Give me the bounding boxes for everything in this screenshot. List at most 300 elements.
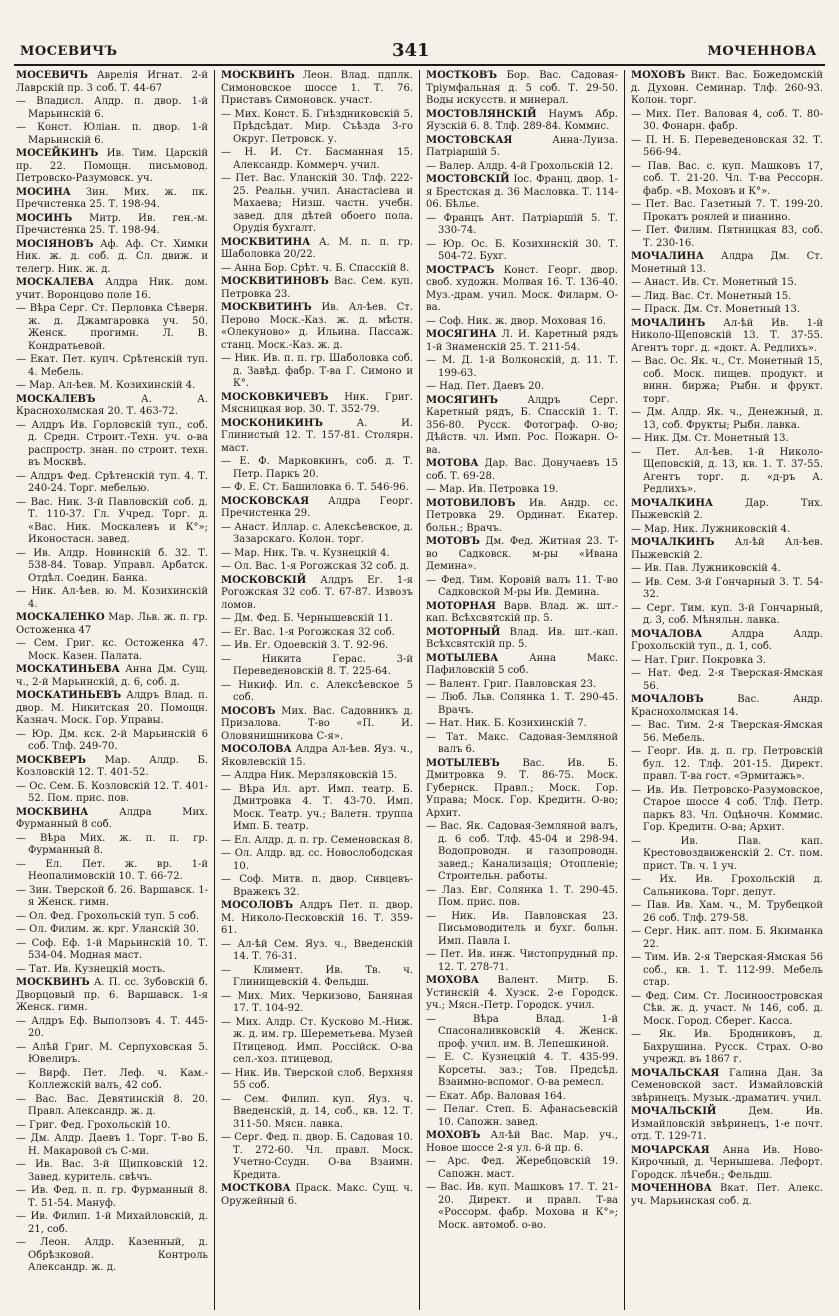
directory-entry <box>426 679 618 692</box>
entry-details: — Ел. Алдр. д. п. гр. Семеновская 8. <box>221 834 413 846</box>
page-header <box>0 0 839 61</box>
entry-details: — Пелаг. Степ. Б. Афанасьевскій 10. Сапожн. завед. <box>426 1104 618 1128</box>
directory-entry <box>16 781 208 806</box>
entry-surname: МОСОЛОВА <box>221 744 292 755</box>
directory-entry <box>221 1017 413 1067</box>
entry-details: Алдра Алдр. Грохольскій туп., д. 1, соб. <box>631 628 823 652</box>
directory-entry <box>221 1094 413 1132</box>
directory-entry <box>426 329 618 354</box>
directory-entry <box>221 848 413 873</box>
directory-entry <box>16 664 208 689</box>
entry-details: — Дм. Алдр. Даевъ 1. Торг. Т-во Б. Н. Макаровой съ С-ми. <box>16 1133 208 1157</box>
directory-entry <box>631 318 823 356</box>
directory-entry <box>631 694 823 719</box>
entry-details: Праск. Макс. Сущ. ч. Оружейный 6. <box>221 1183 413 1207</box>
directory-entry <box>426 1052 618 1090</box>
entry-details: — Е. С. Кузнецкій 4. Т. 435-99. Корсеты. заз.; Тов. Предсѣд. Взаимно-вспомог. О-ва ремесл. <box>426 1052 618 1088</box>
entry-surname: МОСКАЛЕНКО <box>16 612 105 623</box>
directory-entry <box>221 276 413 301</box>
entry-details: — Никита Герас. 3-й Переведеновскій 8. Т. 225-64. <box>221 653 413 677</box>
directory-entry <box>221 482 413 495</box>
entry-details: — Анаст. Ив. Ст. Монетный 15. <box>631 277 797 288</box>
entry-details: — Вѣра Ил. арт. Имп. театр. Б. Дмитровка 4. Т. 43-70. Имп. Моск. Театр. уч.; Валетн. труппа Имп. Б. театр. <box>221 783 413 832</box>
directory-entry <box>16 420 208 470</box>
entry-details: Варв. Влад. ж. шт.-кап. Всѣхсвятскій пр. 5. <box>426 600 618 624</box>
entry-details: — Вирф. Пет. Леф. ч. Кам.-Коллежскій валъ, 42 соб. <box>16 1067 208 1091</box>
entry-details: — Анаст. Иллар. с. Алексѣевское, д. Зазарскаго. Колон. торг. <box>221 521 413 545</box>
entry-details: — Ф. Е. Ст. Башиловка 6. Т. 546-96. <box>221 482 409 493</box>
directory-entry <box>221 939 413 964</box>
directory-entry <box>426 239 618 264</box>
entry-surname: МОСИНЪ <box>16 212 73 224</box>
directory-entry <box>16 1068 208 1093</box>
directory-entry <box>16 1094 208 1119</box>
directory-entry <box>426 1014 618 1052</box>
directory-entry <box>426 601 618 626</box>
entry-surname: МОСКАТИНЬЕВА <box>16 664 120 675</box>
directory-entry <box>631 603 823 628</box>
directory-entry <box>16 885 208 910</box>
entry-details: Дем. Ив. Измайловскій звѣринецъ, 1-е почт. отд. Т. 129-71. <box>631 1106 823 1142</box>
directory-entry <box>631 746 823 784</box>
directory-entry <box>631 304 823 317</box>
directory-entry <box>631 1029 823 1067</box>
entry-surname: МОСЕВИЧЪ <box>16 70 88 81</box>
directory-entry <box>426 395 618 458</box>
directory-entry <box>631 991 823 1029</box>
entry-details: — Ол. Вас. 1-я Рогожская 32 соб. д. <box>221 561 410 572</box>
entry-surname: МОСКВИНА <box>16 806 89 818</box>
entry-details: — Мар. Ник. Тв. ч. Кузнецкій 4. <box>221 547 390 559</box>
directory-entry <box>221 654 413 679</box>
directory-entry <box>426 381 618 394</box>
entry-details: Іос. Франц. двор. 1-я Брестская д. 36 Масловка. Т. 114-06. Бѣлье. <box>426 174 618 210</box>
directory-entry <box>631 251 823 276</box>
entry-surname: МОСКАТИНЬЕВЪ <box>16 690 122 701</box>
entry-surname: МОЧАЛКИНЪ <box>631 537 715 548</box>
entry-details: — Ив. Пав. кап. Крестовоздвиженскій 2. Ст. пом. прист. Тв. ч. 1 уч. <box>631 835 823 872</box>
entry-surname: МОЧАЛКИНА <box>631 497 714 509</box>
entry-details: — Арс. Фед. Жеребцовскій 19. Сапожн. маст. <box>426 1156 618 1180</box>
entry-surname: МОХОВЪ <box>631 70 686 81</box>
entry-details: — Ив. Ег. Одоевскій 3. Т. 92-96. <box>221 640 389 651</box>
entry-details: Ал-ѣй Ал-ѣев. Пыжевскій 2. <box>631 537 823 561</box>
entry-details: — Ег. Вас. 1-я Рогожская 32 соб. <box>221 626 395 638</box>
entry-details: — Люб. Льв. Солянка 1. Т. 290-45. Врачъ. <box>426 692 618 716</box>
entry-details: — Ол. Фед. Грохольскій туп. 5 соб. <box>16 910 200 922</box>
directory-entry <box>631 537 823 562</box>
entry-details: — Вѣра Влад. 1-й Спасоналивковскій 4. Женск. проф. учил. им. В. Лепешкиной. <box>426 1013 618 1050</box>
directory-entry <box>16 394 208 419</box>
entry-details: Ал-ѣй Вас. Мар. уч., Новое шоссе 2-я ул. 6-й пр. 6. <box>426 1130 618 1154</box>
directory-entry <box>16 1120 208 1133</box>
directory-entry <box>221 640 413 653</box>
entry-surname: МОЧАЛИНЪ <box>631 317 706 329</box>
directory-entry <box>426 975 618 1013</box>
directory-entry <box>221 991 413 1016</box>
entry-details: — Е. Ф. Марковкинъ, соб. д. Т. Петр. Паркъ 20. <box>221 456 413 480</box>
entry-details: — Вас. Вас. Девятинскій 8. 20. Правл. Александр. ж. д. <box>16 1093 208 1117</box>
directory-entry <box>16 303 208 353</box>
directory-entry <box>426 109 618 134</box>
entry-details: — Ник. Ив. Павловская 23. Письмоводитель и бухг. больн. Имп. Павла I. <box>426 910 618 947</box>
directory-entry <box>631 433 823 446</box>
entry-details: — Фед. Тим. Коровій валъ 11. Т-во Садковской М-ры Ив. Демина. <box>426 574 618 598</box>
directory-entry <box>426 732 618 757</box>
entry-details: — Алдръ Фед. Срѣтенскій туп. 4. Т. 240-24. Торг. мебелью. <box>16 470 208 494</box>
entry-details: — Мих. Алдр. Ст. Кусково М.-Ниж. ж. д. им. гр. Шереметьева. Музей Птицевод. Имп. Россійск. О-ва сел.-хоз. птицевод. <box>221 1016 413 1065</box>
entry-details: — Сем. Филип. куп. Яуз. ч. Введенскій, д. 14, соб., кв. 12. Т. 311-50. Мясн. лавка. <box>221 1093 413 1130</box>
entry-details: — Мар. Ник. Лужниковскій 4. <box>631 523 791 535</box>
directory-entry <box>221 680 413 705</box>
entry-details: — Григ. Фед. Грохольскій 10. <box>16 1119 171 1131</box>
entry-details: Леон. Влад. пдплк. Симоновское шоссе 1. Т. 76. Приставъ Симоновск. участ. <box>221 70 413 106</box>
entry-surname: МОСКОНИКИНЪ <box>221 417 324 429</box>
directory-entry <box>221 900 413 938</box>
entry-details: — Валент. Григ. Павловская 23. <box>426 678 597 690</box>
directory-entry <box>426 536 618 574</box>
entry-details: — Н. И. Ст. Басманная 15. Александр. Коммерч. учил. <box>221 147 413 171</box>
directory-entry <box>426 174 618 212</box>
entry-surname: МОСОЛОВЪ <box>221 900 294 911</box>
directory-entry <box>221 770 413 783</box>
entry-surname: МОСТРАСЪ <box>426 264 495 276</box>
directory-entry <box>631 1145 823 1183</box>
directory-entry <box>221 353 413 391</box>
entry-details: — Юр. Ос. Б. Козихинскій 30. Т. 504-72. Бухг. <box>426 238 618 262</box>
directory-entry <box>631 109 823 134</box>
header-right-word: МОЧЕННОВА <box>707 44 817 59</box>
directory-entry <box>221 237 413 262</box>
entry-details: — Соф. Еф. 1-й Марьинскій 10. Т. 534-04. Модная маст. <box>16 937 208 961</box>
entry-details: — Георг. Ив. д. п. гр. Петровскій бул. 12. Тлф. 201-15. Директ. правл. Т-ва гост. «Эрмитажъ». <box>631 746 823 782</box>
entry-details: Мар. Льв. ж. п. гр. Остоженка 47 <box>16 612 208 636</box>
entry-surname: МОТЫЛЕВЪ <box>426 757 500 769</box>
entry-details: — Ив. Алдр. Новинскій б. 32. Т. 538-84. Товар. Управл. Арбатск. Отдѣл. Соедин. Банка. <box>16 547 208 584</box>
directory-entry <box>426 911 618 949</box>
directory-entry <box>631 498 823 523</box>
directory-entry <box>426 161 618 174</box>
entry-details: — Пав. Ив. Хам. ч., М. Трубецкой 26 соб. Тлф. 279-58. <box>631 900 823 924</box>
entry-details: Аф. Аф. Ст. Химки Ник. ж. д. соб. д. Сл. движ. и телегр. Ник. ж. д. <box>16 238 208 275</box>
entry-details: — Лид. Вас. Ст. Монетный 15. <box>631 290 792 302</box>
entry-details: — Пет. Вас. Уланскій 30. Тлф. 222-25. Реальн. учил. Анастасіева и Махаева; Низш. частн. учебн. завед. для дѣтей обоего пола. Орудія бухгалт. <box>221 173 413 234</box>
directory-entry <box>631 277 823 290</box>
directory-entry <box>16 96 208 121</box>
directory-entry <box>16 354 208 379</box>
entry-details: — Вас. Як. Садовая-Земляной валъ, д. 6 соб. Тлф. 45-04 и 298-94. Водопроводн. и газопроводн. завед.; Канализація; Отопленіе; Строительн. работы. <box>426 821 618 882</box>
directory-entry <box>631 952 823 990</box>
directory-entry <box>426 458 618 483</box>
directory-entry <box>16 586 208 611</box>
directory-entry <box>16 1211 208 1236</box>
entry-details: Конст. Георг. двор. своб. художн. Молвая 16. Т. 136-40. Муз.-драм. учил. Моск. Филарм. О-ва. <box>426 264 618 313</box>
entry-surname: МОСЕЙКИНЪ <box>16 148 99 159</box>
directory-entry <box>631 407 823 432</box>
entry-details: — Францъ Ант. Патріаршій 5. Т. 330-74. <box>426 212 618 236</box>
entry-details: — Екат. Абр. Валовая 164. <box>426 1090 566 1102</box>
entry-details: Дар. Вас. Донучаевъ 15 соб. Т. 69-28. <box>426 458 618 482</box>
entry-details: — Пет. Ив. инж. Чистопрудный пр. 12. Т. 278-71. <box>426 949 618 973</box>
directory-entry <box>16 938 208 963</box>
entry-details: — Як. Ив. Бродниковъ, д. Бахрушина. Русск. Страх. О-во учрежд. въ 1867 г. <box>631 1029 823 1065</box>
entry-surname: МОСОВЪ <box>221 705 276 717</box>
entry-details: Л. И. Каретный рядъ 1-й Знаменскій 25. Т. 211-54. <box>426 329 618 353</box>
entry-details: Вас. Андр. Краснохолмская 14. <box>631 694 823 718</box>
entry-details: — Ив. Сем. 3-й Гончарный 3. Т. 54-32. <box>631 576 823 600</box>
directory-entry <box>426 1182 618 1232</box>
entry-details: — Ив. Фед. п. п. гр. Фурманный 8. Т. 51-54. Мануф. <box>16 1185 208 1209</box>
entry-details: Ал-ѣй Ив. 1-й Николо-Щеповскій 13. Т. 37-55. Агентъ торг. д. «докт. А. Редлихъ». <box>631 317 824 354</box>
entry-details: — Ив. Пав. Лужниковскій 4. <box>631 563 781 574</box>
directory-entry <box>221 70 413 108</box>
page-number: 341 <box>392 40 430 61</box>
directory-entry <box>221 965 413 990</box>
entry-details: — Соф. Митв. п. двор. Сивцевъ-Вражекъ 32. <box>221 874 413 898</box>
entry-details: А. М. п. п. гр. Шаболовка 20/22. <box>221 236 413 260</box>
directory-entry <box>221 613 413 626</box>
directory-entry <box>221 744 413 769</box>
entry-surname: МОСЯГИНА <box>426 329 497 340</box>
entry-surname: МОСІЯНОВЪ <box>16 238 94 250</box>
entry-details: Анна Дм. Сущ. ч., 2-й Марьинскій, д. 6, соб. д. <box>16 664 208 688</box>
entry-surname: МОХОВЪ <box>426 1130 481 1141</box>
directory-entry <box>221 173 413 236</box>
entry-surname: МОТОВЪ <box>426 536 480 547</box>
directory-entry <box>221 1068 413 1093</box>
directory-entry <box>426 949 618 974</box>
directory-entry <box>631 291 823 304</box>
directory-entry <box>631 70 823 108</box>
entry-details: Валент. Митр. Б. Устинскій 4. Хузск. 2-е Городск. уч.; Мясн.-Петр. Городск. учил. <box>426 975 618 1011</box>
directory-entry <box>16 380 208 393</box>
entry-details: Алдръ Серг. Каретный рядъ, Б. Спасскій 1. Т. 356-80. Русск. Фотограф. О-во; Дѣйств. чл. Имп. Рос. Пожарн. О-ва. <box>426 394 618 456</box>
entry-details: — Нат. Григ. Покровка 3. <box>631 654 767 666</box>
directory-entry <box>16 1133 208 1158</box>
directory-entry <box>16 1159 208 1184</box>
entry-details: — Анна Бор. Срѣт. ч. Б. Спасскій 8. <box>221 262 410 274</box>
entry-details: — Их. Ив. Грохольскій д. Сальникова. Торг. депут. <box>631 874 823 898</box>
directory-entry <box>221 1132 413 1182</box>
entry-details: — Ник. Дм. Ст. Монетный 13. <box>631 433 789 444</box>
directory-entry <box>221 575 413 613</box>
directory-entry <box>221 784 413 834</box>
entry-surname: МОСКВИНЪ <box>221 70 295 81</box>
entry-details: — Вѣра Серг. Ст. Перловка Сѣверн. ж. д. Джамгаровка уч. 50. Женск. прогимн. Л. В. Кондратьевой. <box>16 303 208 352</box>
entry-details: — Зин. Тверской б. 26. Варшавск. 1-я Женск. гимн. <box>16 884 208 908</box>
entry-details: — Ив. Вас. 3-й Щипковскій 12. Завед. куритель. свѣчъ. <box>16 1159 208 1183</box>
directory-entry <box>631 356 823 406</box>
entry-details: — Ник. Ал-ѣев. ю. М. Козихинскій 4. <box>16 586 208 610</box>
entry-details: — Пав. Вас. с. куп. Машковъ 17, соб. Т. 21-20. Чл. Т-ва Рессорн. фабр. «В. Моховъ и К°». <box>631 160 823 197</box>
directory-entry <box>631 1068 823 1106</box>
entry-details: — Серг. Тим. куп. 3-й Гончарный, д. 3, соб. Мѣняльн. лавка. <box>631 602 823 626</box>
entry-details: Вас. Ив. Б. Дмитровка 9. Т. 86-75. Моск. Губернск. Правл.; Моск. Гор. Управа; Моск. Гор. Кредитн. О-во; Архит. <box>426 757 618 819</box>
entry-surname: МОСКВИТИНОВЪ <box>221 276 329 287</box>
directory-entry <box>426 1091 618 1104</box>
directory-entry <box>631 785 823 835</box>
directory-entry <box>426 1156 618 1181</box>
entry-details: — Над. Пет. Даевъ 20. <box>426 381 544 392</box>
entry-details: — Ос. Сем. Б. Козловскій 12. Т. 401-52. Пом. прис. пов. <box>16 780 208 804</box>
directory-entry <box>16 187 208 212</box>
entry-details: — Мих. Пет. Валовая 4, соб. Т. 80-30. Фонарн. фабр. <box>631 108 823 132</box>
entry-details: Алдръ Ег. 1-я Рогожская 32 соб. Т. 67-87. Извозъ ломов. <box>221 574 413 611</box>
entry-details: Алдра Дм. Ст. Монетный 13. <box>631 251 823 275</box>
entry-details: Зин. Мих. ж. пк. Пречистенка 25. Т. 198-94. <box>16 186 208 210</box>
directory-entry <box>16 70 208 95</box>
header-left-word: МОСЕВИЧЪ <box>20 44 118 59</box>
directory-entry <box>631 563 823 576</box>
entry-details: Алдра Георг. Пречистенка 29. <box>221 495 413 519</box>
directory-entry <box>16 807 208 832</box>
entry-details: Аврелія Игнат. 2-й Лаврскій пр. 3 соб. Т. 44-67 <box>16 70 208 94</box>
entry-surname: МОЧАЛОВА <box>631 628 703 640</box>
directory-entry <box>16 1237 208 1275</box>
entry-details: — Соф. Ник. ж. двор. Моховая 16. <box>426 315 607 327</box>
entry-details: — Владисл. Алдр. п. двор. 1-й Марьинскій 6. <box>16 96 208 120</box>
entry-details: — Тат. Ив. Кузнецкій мость. <box>16 963 166 975</box>
entry-surname: МОТОВА <box>426 458 479 469</box>
entry-surname: МОТЫЛЕВА <box>426 652 499 664</box>
entry-details: — Нат. Фед. 2-я Тверская-Ямская 56. <box>631 668 823 692</box>
entry-details: — Ол. Филим. ж. крг. Уланскій 30. <box>16 924 200 935</box>
entry-surname: МОСТОВСКІЙ <box>426 174 510 185</box>
entry-surname: МОЧАЛОВЪ <box>631 694 704 705</box>
directory-entry <box>221 835 413 848</box>
column-3 <box>419 70 624 1310</box>
directory-entry <box>426 692 618 717</box>
directory-entry <box>221 109 413 147</box>
directory-entry <box>426 575 618 600</box>
entry-details: — Алѣй Григ. М. Серпуховская 5. Ювелиръ. <box>16 1041 208 1065</box>
entry-surname: МОСЯГИНЪ <box>426 394 498 406</box>
entry-details: Ив. Андр. сс. Петровка 29. Ординат. Екатер. больн.; Врачъ. <box>426 497 618 534</box>
entry-details: Дм. Фед. Житная 23. Т-во Садковск. м-ры «Ивана Демина». <box>426 536 618 572</box>
entry-details: — Алдръ Еф. Выползовъ 4. Т. 445-20. <box>16 1015 208 1039</box>
directory-entry <box>221 392 413 417</box>
entry-details: — Леон. Алдр. Казенный, д. Обрѣзковой. Контроль Александр. ж. д. <box>16 1237 208 1273</box>
entry-details: Митр. Ив. ген.-м. Пречистенка 25. Т. 198-94. <box>16 212 208 236</box>
column-2 <box>214 70 419 1310</box>
entry-surname: МОЧАЛЬСКІЙ <box>631 1106 717 1117</box>
entry-surname: МОТОВИЛОВЪ <box>426 497 516 509</box>
directory-entry <box>426 265 618 315</box>
directory-entry <box>631 655 823 668</box>
directory-entry <box>631 926 823 951</box>
entry-details: Ив. Ал-ѣев. Ст. Перово Моск.-Каз. ж. д. мѣстн. «Олекуново» д. Ильина. Пассаж. станц. Моск.-Каз. ж. д. <box>221 302 414 351</box>
directory-entry <box>426 627 618 652</box>
entry-surname: МОЧАЛЬСКАЯ <box>631 1067 720 1079</box>
entry-details: — Екат. Пет. купч. Срѣтенскій туп. 4. Мебель. <box>16 354 208 378</box>
entry-details: — Фед. Сим. Ст. Лосиноостровская Сѣв. ж. д. участ. № 146, соб. д. Моск. Город. Сберег. Касса. <box>631 990 823 1027</box>
entry-details: — Праск. Дм. Ст. Монетный 13. <box>631 304 801 315</box>
entry-details: Наумъ Абр. Яузскій 6. 8. Тлф. 289-84. Коммис. <box>426 108 618 132</box>
entry-surname: МОСИНА <box>16 186 71 198</box>
entry-details: — Валер. Алдр. 4-й Грохольскій 12. <box>426 160 614 172</box>
directory-entry <box>426 821 618 884</box>
entry-details: — Дм. Алдр. Як. ч., Денежный, д. 13, соб. Фрукты; Рыбн. лавка. <box>631 407 823 431</box>
entry-details: — Юр. Дм. кск. 2-й Марьинскій 6 соб. Тлф. 249-70. <box>16 728 208 752</box>
entry-details: Галина Дан. За Семеновской заст. Измайловскій звѣринецъ. Музык.-драматич. учил. <box>631 1067 823 1104</box>
directory-entry <box>426 355 618 380</box>
directory-entry <box>221 418 413 456</box>
entry-surname: МОТОРНЫЙ <box>426 626 501 638</box>
entry-details: — Пет. Филим. Пятницкая 83, соб. Т. 230-16. <box>631 225 823 249</box>
directory-entry <box>16 213 208 238</box>
directory-entry <box>16 277 208 302</box>
column-4 <box>624 70 829 1310</box>
entry-details: Викт. Вас. Божедомскій д. Духовн. Семинар. Тлф. 260-93. Колон. торг. <box>631 70 823 106</box>
directory-entry <box>221 302 413 352</box>
directory-entry <box>631 135 823 160</box>
directory-entry <box>426 718 618 731</box>
directory-entry <box>426 1130 618 1155</box>
directory-entry <box>16 239 208 277</box>
entry-details: Ив. Тим. Царскій пр. 22. Помощн. письмовод. Петровско-Разумовск. уч. <box>16 148 208 184</box>
entry-surname: МОСТКОВЪ <box>426 70 498 81</box>
entry-details: Алдра Мих. Фурманный 8 соб. <box>16 806 208 830</box>
directory-entry <box>221 263 413 276</box>
directory-entry <box>426 213 618 238</box>
entry-details: Бор. Вас. Садовая-Тріумфальная д. 5 соб. Т. 29-50. Воды искусств. и минерал. <box>426 70 618 106</box>
entry-details: — М. Д. 1-й Волконскій, д. 11. Т. 199-63. <box>426 355 618 379</box>
entry-details: — Лаз. Евг. Солянка 1. Т. 290-45. Пом. прис. пов. <box>426 884 618 908</box>
entry-details: — Мих. Мих. Черкизово, Баняная 17. Т. 104-92. <box>221 990 413 1014</box>
entry-details: Анна Макс. Пафиловскій 5 соб. <box>426 652 618 676</box>
entry-details: — Вас. Ник. 3-й Павловскій соб. д. Т. 110-37. Гл. Учред. Торг. д. «Вас. Ник. Москалевъ и К°»; Иконостасн. завед. <box>16 496 208 545</box>
entry-details: Вас. Сем. куп. Петровка 23. <box>221 276 413 300</box>
entry-details: — Серг. Фед. п. двор. Б. Садовая 10. Т. 272-60. Чл. правл. Моск. Учетно-Ссудн. О-ва Взаимн. Кредита. <box>221 1132 413 1181</box>
directory-entry <box>426 70 618 108</box>
directory-entry <box>16 833 208 858</box>
entry-surname: МОСКАЛЕВА <box>16 277 95 288</box>
entry-details: — Мих. Конст. Б. Гнѣздниковскій 5. Прѣдсѣдат. Мир. Съѣзда 3-го Округ. Петровск. у. <box>221 108 413 145</box>
entry-details: — Вас. Ив. куп. Машковъ 17. Т. 21-20. Директ. и правл. Т-ва «Россорм. фабр. Мохова и К°»; Моск. автомоб. о-во. <box>426 1182 618 1231</box>
entry-details: — Тим. Ив. 2-я Тверская-Ямская 56 соб., кв. 1. Т. 112-99. Мебель стар. <box>631 952 823 988</box>
directory-entry <box>631 836 823 874</box>
directory-entry <box>16 924 208 937</box>
directory-entry <box>16 755 208 780</box>
directory-entry <box>631 524 823 537</box>
directory-entry <box>16 729 208 754</box>
entry-details: Дар. Тих. Пыжевскій 2. <box>631 497 823 521</box>
entry-details: — Ив. Филип. 1-й Михайловскій, д. 21, соб. <box>16 1211 208 1235</box>
entry-surname: МОСКОВСКІЙ <box>221 574 307 586</box>
directory-entry <box>16 471 208 496</box>
entry-surname: МОСКВИНЪ <box>16 977 90 988</box>
directory-entry <box>631 874 823 899</box>
directory-entry <box>221 496 413 521</box>
directory-entry <box>16 977 208 1015</box>
entry-surname: МОСКВИТИНЪ <box>221 302 312 313</box>
directory-entry <box>426 135 618 160</box>
entry-details: — Пет. Ал-ѣев. 1-й Николо-Щеповскій, д. 13, кв. 1. Т. 37-55. Агентъ торг. д. «д-ръ А. Редлихъ». <box>631 446 823 495</box>
directory-entry <box>221 147 413 172</box>
entry-details: Анна Ив. Ново-Кирочный, д. Чернышева. Лефорт. Городск. лѣчебн.; Фельдш. <box>631 1144 823 1181</box>
entry-details: — Никиф. Ил. с. Алексѣевское 5 соб. <box>221 679 413 703</box>
entry-details: Мар. Алдр. Б. Козловскій 12. Т. 401-52. <box>16 754 208 778</box>
entry-details: — Ник. Ив. п. п. гр. Шаболовка соб. д. Завѣд. фабр. Т-ва Г. Симоно и К°. <box>221 353 413 389</box>
directory-entry <box>16 690 208 728</box>
entry-surname: МОХОВА <box>426 975 479 986</box>
entry-details: Мих. Вас. Садовникъ д. Призалова. Т-во «П. И. Оловянишникова С-я». <box>221 705 413 742</box>
directory-entry <box>221 874 413 899</box>
directory-entry <box>221 548 413 561</box>
directory-entry <box>426 885 618 910</box>
directory-entry <box>426 1104 618 1129</box>
directory-entry <box>16 122 208 147</box>
